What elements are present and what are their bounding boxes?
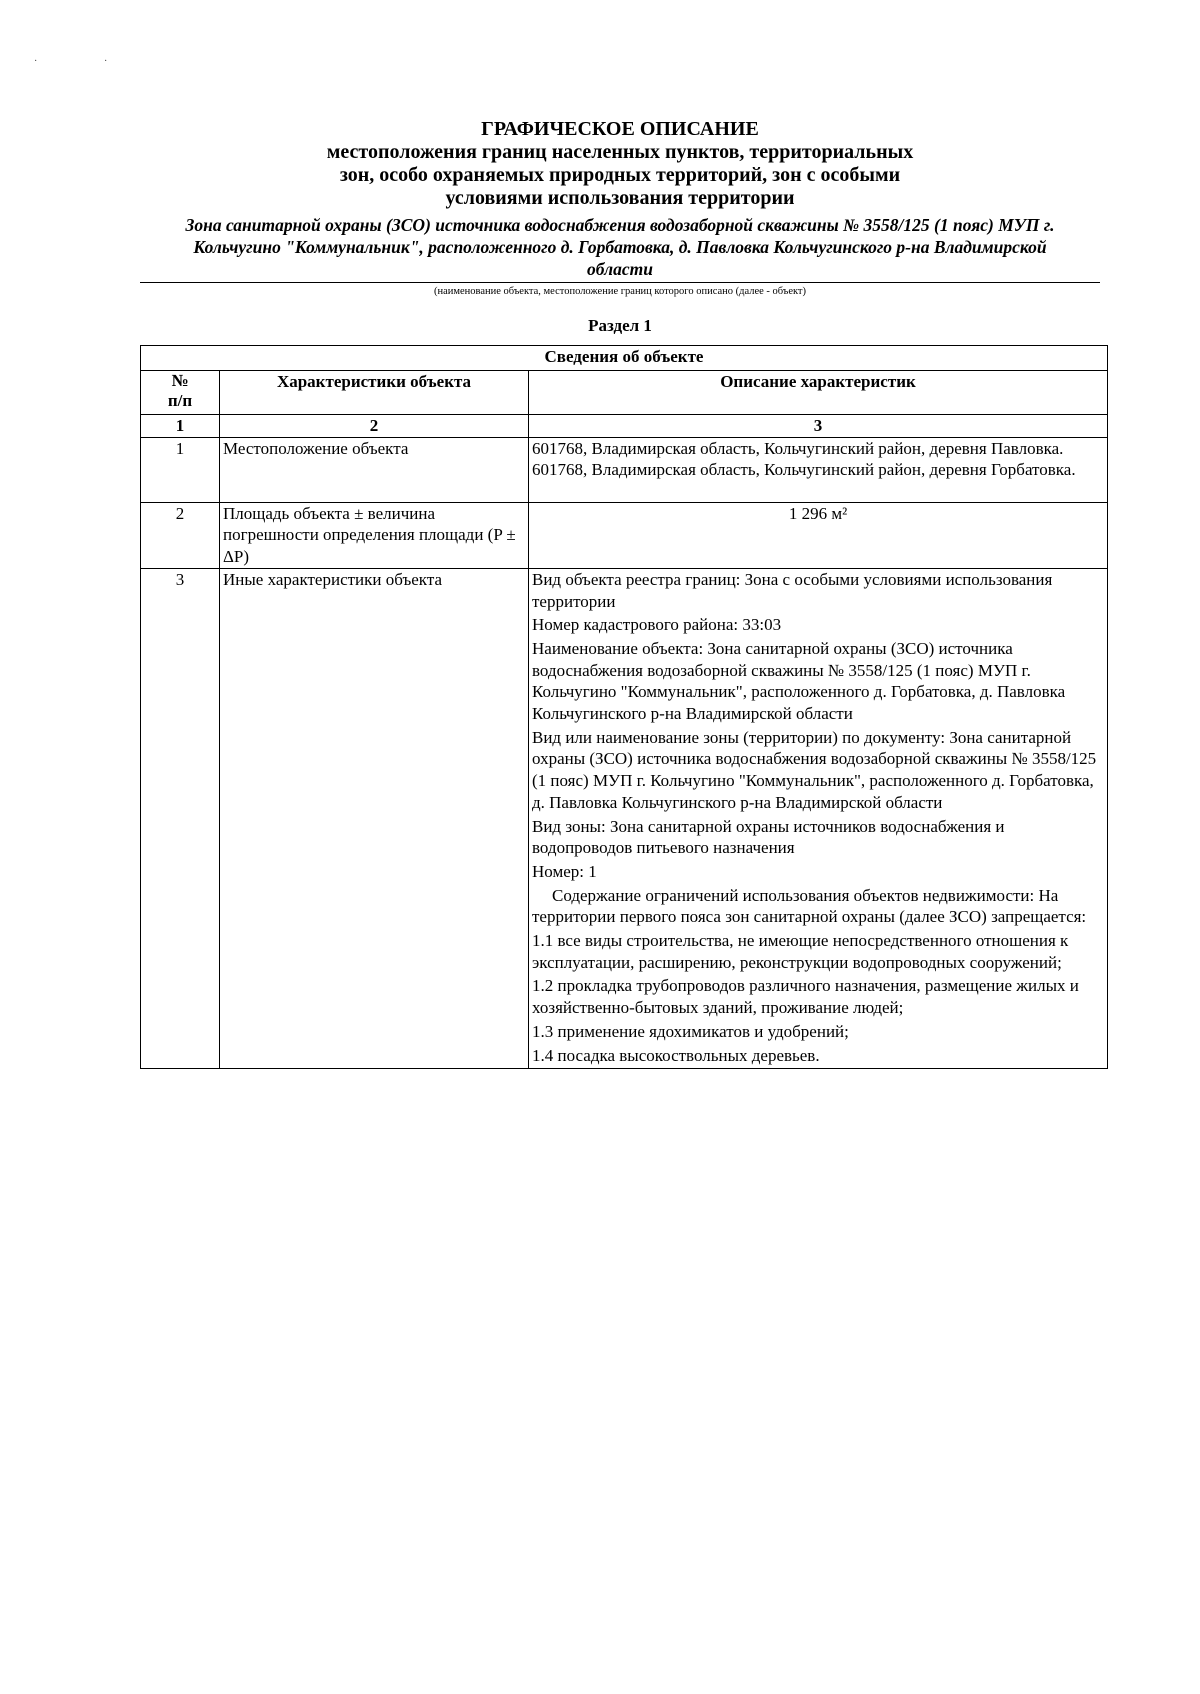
row-number: 3 [141,568,220,1068]
scan-speck: · [34,56,38,67]
column-header-characteristic: Характеристики объекта [220,371,529,415]
column-number: 1 [141,415,220,438]
description-paragraph: Вид зоны: Зона санитарной охраны источников водоснабжения и водопроводов питьевого назначения [532,816,1005,858]
document-subtitle-line: зон, особо охраняемых природных территорий, зон с особыми [339,164,901,186]
description-paragraph: Номер: 1 [532,861,597,881]
description-paragraph: 601768, Владимирская область, Кольчугинский район, деревня Павловка. 601768, Владимирская область, Кольчугинский район, деревня Горбатовка. [532,438,1076,480]
document-subtitle-line: условиями использования территории [445,187,795,209]
scan-speck: · [104,56,108,67]
document-header [140,118,1100,336]
document-title: ГРАФИЧЕСКОЕ ОПИСАНИЕ [481,118,759,140]
section-title: Раздел 1 [588,316,652,335]
table-row [141,437,1108,502]
object-name-line: Кольчугино "Коммунальник", расположенного д. Горбатовка, д. Павловка Кольчугинского р-на Владимирской [193,237,1047,257]
object-caption: (наименование объекта, местоположение границ которого описано (далее - объект) [433,286,807,297]
description-paragraph: Вид или наименование зоны (территории) по документу: Зона санитарной охраны (ЗСО) источника водоснабжения водозаборной скважины № 3558/125 (1 пояс) МУП г. Кольчугино "Коммунальник", расположенного д. Горбатовка, д. Павловка Кольчугинского р-на Владимирской области [532,727,1097,812]
column-number: 3 [529,415,1108,438]
column-number-row [141,415,1108,438]
object-name-line: области [587,259,653,279]
row-characteristic: Местоположение объекта [220,437,529,502]
column-header-number: № п/п [141,371,220,415]
description-paragraph: 1.4 посадка высокоствольных деревьев. [532,1045,820,1065]
table-row [141,568,1108,1068]
description-paragraph: 1.2 прокладка трубопроводов различного назначения, размещение жилых и хозяйственно-бытовых зданий, проживание людей; [532,976,1079,1018]
table-caption-row [141,346,1108,371]
description-paragraph: 1.3 применение ядохимикатов и удобрений; [532,1021,849,1041]
row-description [529,568,1108,1068]
column-number: 2 [220,415,529,438]
object-name-line: Зона санитарной охраны (ЗСО) источника водоснабжения водозаборной скважины № 3558/125 (1 пояс) МУП г. [185,215,1055,235]
row-characteristic: Площадь объекта ± величина погрешности определения площади (P ± ΔP) [220,502,529,568]
description-paragraph: Наименование объекта: Зона санитарной охраны (ЗСО) источника водоснабжения водозаборной скважины № 3558/125 (1 пояс) МУП г. Кольчугино "Коммунальник", расположенного д. Горбатовка, д. Павловка Кольчугинского р-на Владимирской области [532,638,1066,724]
object-name [140,214,1100,283]
document-subtitle-line: местоположения границ населенных пунктов, территориальных [326,141,914,163]
table-caption: Сведения об объекте [141,346,1108,371]
description-paragraph: Содержание ограничений использования объектов недвижимости: На территории первого пояса зон санитарной охраны (далее ЗСО) запрещается: [532,885,1087,927]
object-info-table [140,345,1108,1069]
table-row [141,502,1108,568]
row-number: 1 [141,437,220,502]
row-description [529,437,1108,502]
description-paragraph: 1.1 все виды строительства, не имеющие непосредственного отношения к эксплуатации, расширению, реконструкции водопроводных сооружений; [532,931,1069,972]
row-number: 2 [141,502,220,568]
row-description [529,502,1108,568]
table-header-row [141,371,1108,415]
row-characteristic: Иные характеристики объекта [220,568,529,1068]
description-paragraph: 1 296 м² [788,503,848,523]
description-paragraph: Номер кадастрового района: 33:03 [532,615,782,635]
column-header-description: Описание характеристик [529,371,1108,415]
description-paragraph: Вид объекта реестра границ: Зона с особыми условиями использования территории [532,569,1053,611]
